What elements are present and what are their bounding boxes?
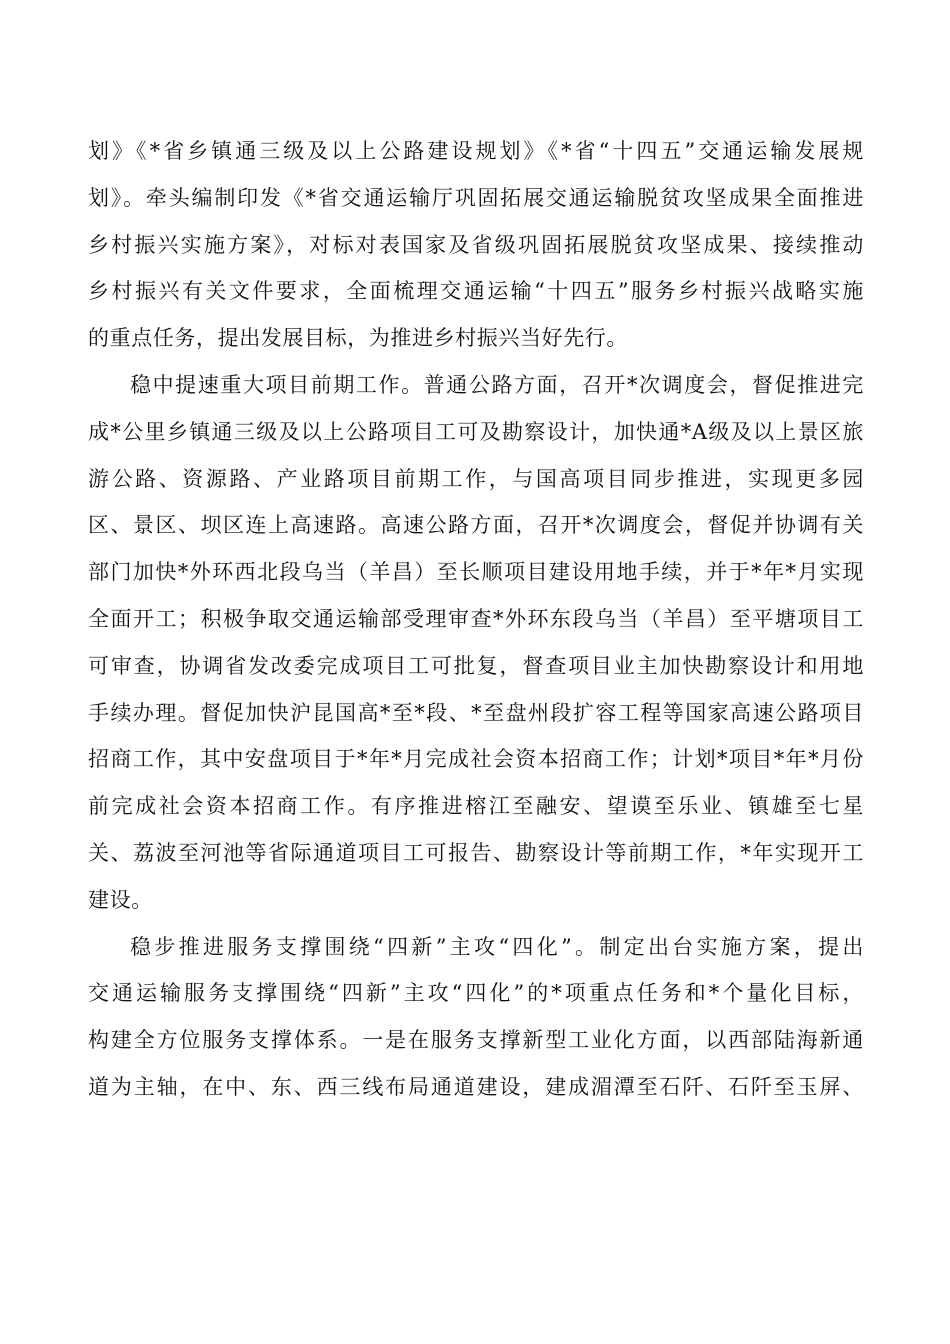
text-line: 可审查，协调省发改委完成项目工可批复，督查项目业主加快勘察设计和用地 xyxy=(88,653,864,678)
text-line: 划》《*省乡镇通三级及以上公路建设规划》《*省“十四五”交通运输发展规 xyxy=(88,139,864,163)
document-body xyxy=(88,128,864,1111)
text-line: 乡村振兴实施方案》，对标对表国家及省级巩固拓展脱贫攻坚成果、接续推动 xyxy=(88,232,864,257)
text-line: 区、景区、坝区连上高速路。高速公路方面，召开*次调度会，督促并协调有关 xyxy=(88,513,864,538)
text-line: 的重点任务，提出发展目标，为推进乡村振兴当好先行。 xyxy=(88,326,628,351)
text-line: 道为主轴，在中、东、西三线布局通道建设，建成湄潭至石阡、石阡至玉屏、 xyxy=(88,1074,864,1099)
paragraph-3 xyxy=(88,924,864,1111)
text-line: 游公路、资源路、产业路项目前期工作，与国高项目同步推进，实现更多园 xyxy=(88,466,864,491)
text-line: 构建全方位服务支撑体系。一是在服务支撑新型工业化方面，以西部陆海新通 xyxy=(88,1028,864,1053)
text-line: 手续办理。督促加快沪昆国高*至*段、*至盘州段扩容工程等国家高速公路项目 xyxy=(88,700,864,725)
text-line: 稳步推进服务支撑围绕“四新”主攻“四化”。制定出台实施方案，提出 xyxy=(130,934,864,959)
text-line: 招商工作，其中安盘项目于*年*月完成社会资本招商工作；计划*项目*年*月份 xyxy=(88,747,864,772)
text-line: 成*公里乡镇通三级及以上公路项目工可及勘察设计，加快通*A级及以上景区旅 xyxy=(88,419,864,444)
text-line: 乡村振兴有关文件要求，全面梳理交通运输“十四五”服务乡村振兴战略实施 xyxy=(88,279,864,304)
paragraph-2 xyxy=(88,362,864,924)
text-line: 建设。 xyxy=(88,887,153,912)
text-line: 全面开工；积极争取交通运输部受理审查*外环东段乌当（羊昌）至平塘项目工 xyxy=(88,606,864,631)
text-line: 稳中提速重大项目前期工作。普通公路方面，召开*次调度会，督促推进完 xyxy=(130,372,864,397)
text-line: 部门加快*外环西北段乌当（羊昌）至长顺项目建设用地手续，并于*年*月实现 xyxy=(88,560,864,585)
text-line: 交通运输服务支撑围绕“四新”主攻“四化”的*项重点任务和*个量化目标， xyxy=(88,981,864,1006)
paragraph-1 xyxy=(88,128,864,362)
text-line: 关、荔波至河池等省际通道项目工可报告、勘察设计等前期工作，*年实现开工 xyxy=(88,840,864,865)
text-line: 划》。牵头编制印发《*省交通运输厅巩固拓展交通运输脱贫攻坚成果全面推进 xyxy=(88,185,864,210)
text-line: 前完成社会资本招商工作。有序推进榕江至融安、望谟至乐业、镇雄至七星 xyxy=(88,794,864,819)
